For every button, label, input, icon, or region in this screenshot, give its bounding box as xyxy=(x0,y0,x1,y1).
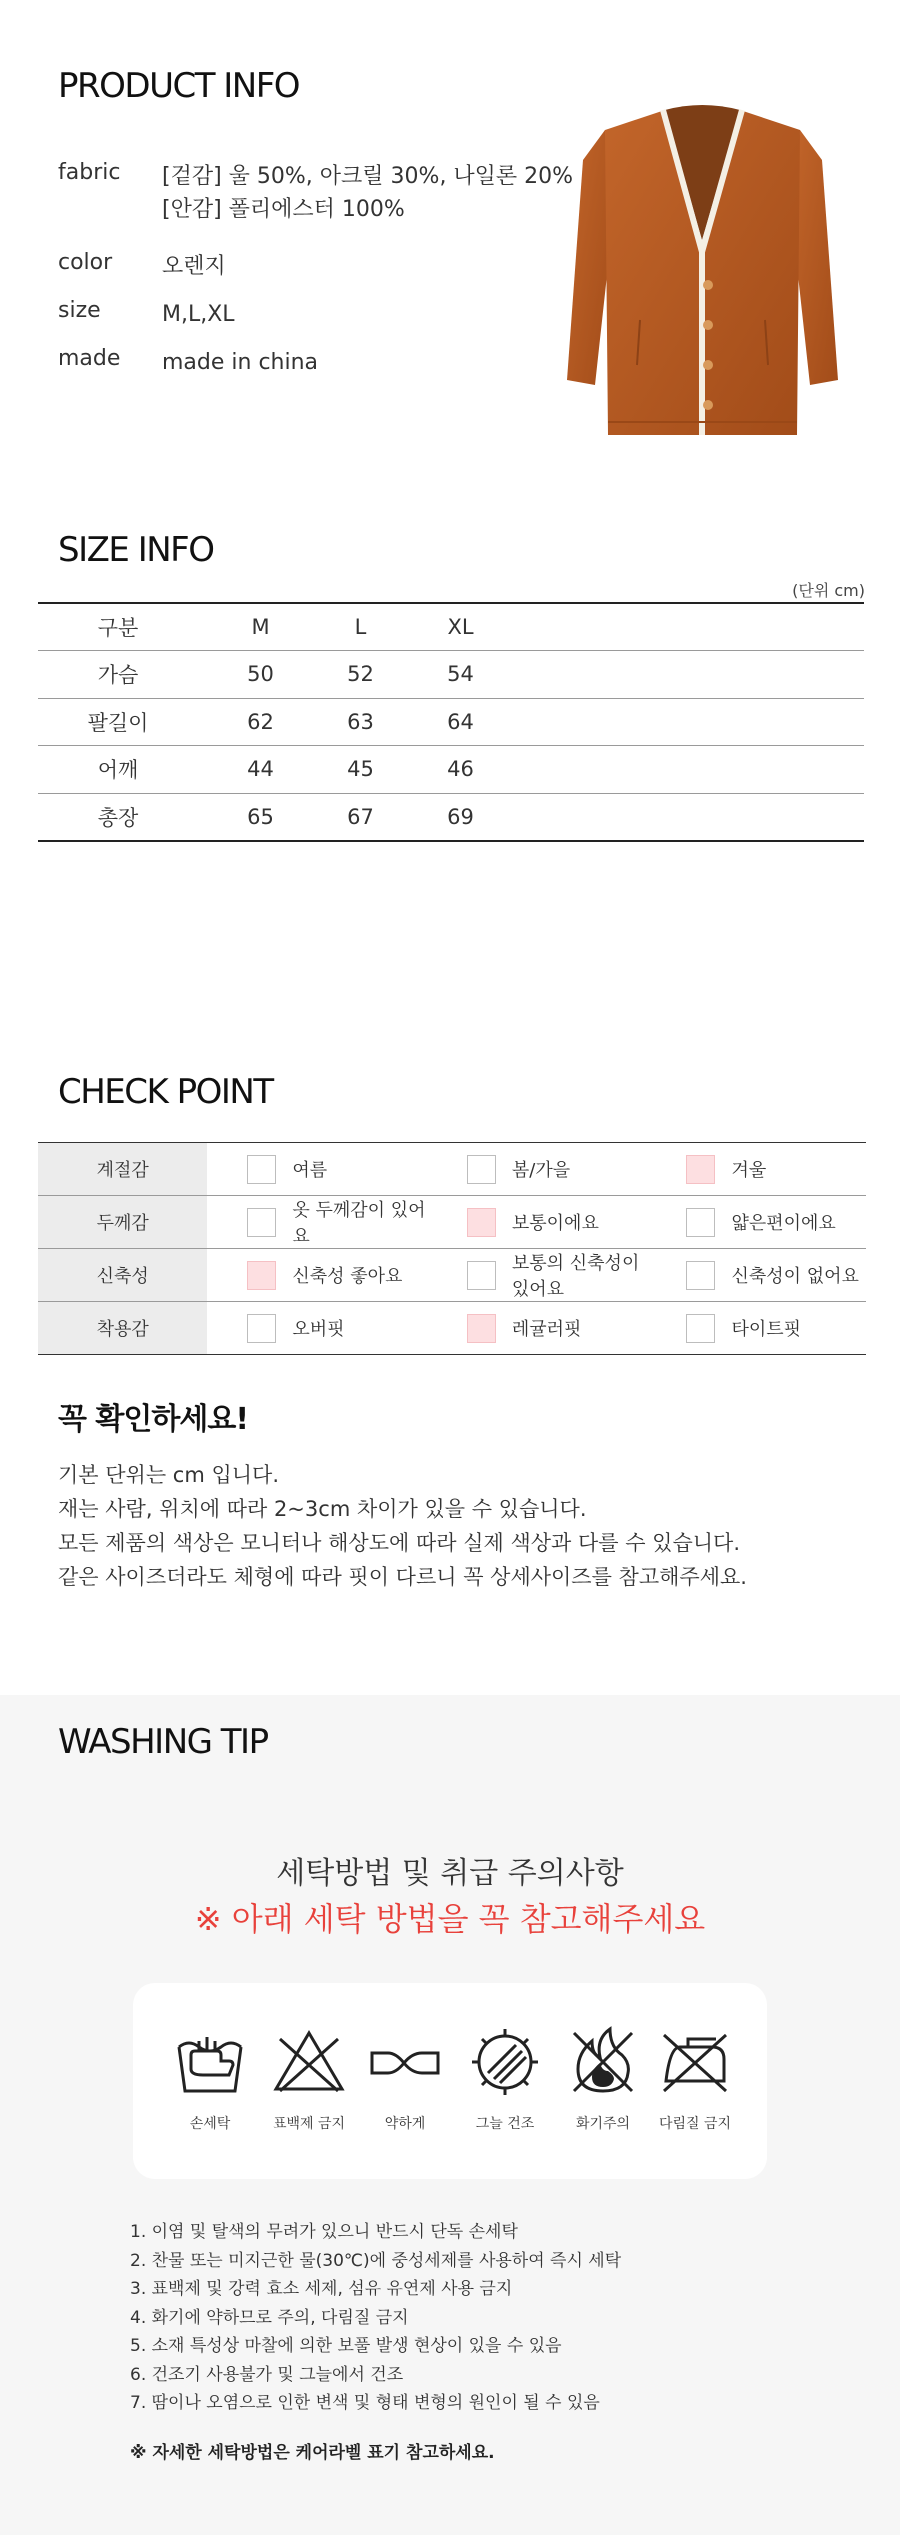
care-caption: 화기주의 xyxy=(575,2116,631,2132)
option-checkbox-checked xyxy=(467,1314,496,1343)
option-checkbox xyxy=(686,1208,715,1237)
check-point-title: CHECK POINT xyxy=(58,1072,273,1112)
size-header: L xyxy=(323,603,398,651)
option-label: 옷 두께감이 있어요 xyxy=(292,1200,426,1247)
fabric-value-lining: [안감] 폴리에스터 100% xyxy=(162,197,405,222)
size-cell: 46 xyxy=(398,746,523,794)
table-row xyxy=(38,698,864,746)
option-label: 오버핏 xyxy=(292,1319,345,1340)
check-row-thickness xyxy=(38,1196,866,1249)
size-cell: 54 xyxy=(398,651,523,699)
notice-list xyxy=(58,1458,747,1594)
size-label: size xyxy=(58,298,101,323)
no-bleach-icon xyxy=(272,2025,346,2099)
size-cell: 62 xyxy=(198,698,323,746)
option-label: 레귤러핏 xyxy=(511,1319,582,1340)
size-cell: 52 xyxy=(323,651,398,699)
size-value: M,L,XL xyxy=(162,302,235,327)
washing-tip: 4. 화기에 약하므로 주의, 다림질 금지 xyxy=(130,2307,409,2328)
washing-tip: 1. 이염 및 탈색의 무려가 있으니 반드시 단독 손세탁 xyxy=(130,2222,518,2242)
size-cell: 어깨 xyxy=(38,746,198,794)
check-row-label: 착용감 xyxy=(38,1302,207,1355)
option-checkbox-checked xyxy=(686,1155,715,1184)
check-row-fit xyxy=(38,1302,866,1355)
table-row xyxy=(38,746,864,794)
care-caption: 그늘 건조 xyxy=(475,2116,535,2132)
unit-note: (단위 cm) xyxy=(792,581,865,600)
notice-line: 같은 사이즈더라도 체형에 따라 핏이 다르니 꼭 상세사이즈를 참고해주세요. xyxy=(58,1565,747,1589)
care-item xyxy=(165,2025,255,2133)
care-item xyxy=(460,2025,550,2133)
washing-tips-list xyxy=(130,2218,621,2418)
size-header: 구분 xyxy=(38,603,198,651)
option-label: 겨울 xyxy=(731,1160,767,1181)
option-checkbox xyxy=(686,1261,715,1290)
washing-subtitle: 세탁방법 및 취급 주의사항 xyxy=(276,1856,624,1891)
color-label: color xyxy=(58,250,113,275)
check-row-stretch xyxy=(38,1249,866,1302)
option-checkbox xyxy=(247,1314,276,1343)
care-caption: 손세탁 xyxy=(189,2116,231,2132)
option-label: 신축성이 없어요 xyxy=(731,1266,859,1287)
option-label: 봄/가을 xyxy=(511,1160,571,1181)
care-item xyxy=(558,2025,648,2133)
size-cell: 총장 xyxy=(38,793,198,841)
fabric-label: fabric xyxy=(58,160,121,185)
size-cell: 69 xyxy=(398,793,523,841)
check-row-label: 신축성 xyxy=(38,1249,207,1302)
made-label: made xyxy=(58,346,121,371)
option-label: 타이트핏 xyxy=(731,1319,801,1340)
care-item xyxy=(360,2025,450,2133)
size-cell: 45 xyxy=(323,746,398,794)
size-info-title: SIZE INFO xyxy=(58,530,214,570)
washing-tip-title: WASHING TIP xyxy=(58,1722,268,1762)
care-caption: 표백제 금지 xyxy=(272,2116,346,2132)
notice-line: 기본 단위는 cm 입니다. xyxy=(58,1463,279,1487)
washing-tip: 6. 건조기 사용불가 및 그늘에서 건조 xyxy=(130,2364,404,2385)
check-point-table xyxy=(38,1142,866,1355)
care-item xyxy=(264,2025,354,2133)
option-label: 보통의 신축성이있어요 xyxy=(511,1253,640,1300)
washing-tip: 5. 소재 특성상 마찰에 의한 보풀 발생 현상이 있을 수 있음 xyxy=(130,2336,562,2356)
washing-tip: 3. 표백제 및 강력 효소 세제, 섬유 유연제 사용 금지 xyxy=(130,2279,513,2299)
size-cell: 팔길이 xyxy=(38,698,198,746)
washing-warning: ※ 아래 세탁 방법을 꼭 참고해주세요 xyxy=(194,1900,706,1938)
color-value: 오렌지 xyxy=(162,254,226,279)
fabric-value-outer: [겉감] 울 50%, 아크릴 30%, 나일론 20% xyxy=(162,164,574,189)
option-checkbox xyxy=(467,1155,496,1184)
size-header: XL xyxy=(398,603,523,651)
product-info-title: PRODUCT INFO xyxy=(58,66,300,106)
size-cell: 65 xyxy=(198,793,323,841)
washing-tip: 2. 찬물 또는 미지근한 물(30℃)에 중성세제를 사용하여 즉시 세탁 xyxy=(130,2250,622,2271)
check-row-season xyxy=(38,1143,866,1196)
size-cell: 63 xyxy=(323,698,398,746)
check-row-label: 계절감 xyxy=(38,1143,207,1196)
care-caption: 약하게 xyxy=(384,2116,426,2132)
notice-title: 꼭 확인하세요! xyxy=(58,1402,249,1437)
size-header-row xyxy=(38,603,864,651)
option-label: 여름 xyxy=(292,1160,328,1181)
option-checkbox xyxy=(247,1208,276,1237)
care-item xyxy=(650,2025,740,2133)
option-checkbox xyxy=(686,1314,715,1343)
washing-tip: 7. 땀이나 오염으로 인한 변색 및 형태 변형의 원인이 될 수 있음 xyxy=(130,2393,600,2413)
option-checkbox xyxy=(247,1155,276,1184)
option-checkbox-checked xyxy=(467,1208,496,1237)
cardigan-image xyxy=(565,100,840,440)
size-header: M xyxy=(198,603,323,651)
size-cell: 가슴 xyxy=(38,651,198,699)
notice-line: 모든 제품의 색상은 모니터나 해상도에 따라 실제 색상과 다를 수 있습니다. xyxy=(58,1531,741,1555)
gentle-wash-icon xyxy=(368,2025,442,2099)
size-cell: 67 xyxy=(323,793,398,841)
size-cell: 50 xyxy=(198,651,323,699)
flammable-icon xyxy=(566,2025,640,2099)
size-cell: 64 xyxy=(398,698,523,746)
no-iron-icon xyxy=(658,2025,732,2099)
care-label-note: ※ 자세한 세탁방법은 케어라벨 표기 참고하세요. xyxy=(130,2443,495,2463)
size-table xyxy=(38,602,864,842)
option-label: 신축성 좋아요 xyxy=(292,1266,403,1287)
option-checkbox-checked xyxy=(247,1261,276,1290)
notice-line: 재는 사람, 위치에 따라 2~3cm 차이가 있을 수 있습니다. xyxy=(58,1497,587,1521)
option-label: 얇은편이에요 xyxy=(731,1213,836,1234)
check-row-label: 두께감 xyxy=(38,1196,207,1249)
shade-dry-icon xyxy=(468,2025,542,2099)
option-checkbox xyxy=(467,1261,496,1290)
table-row xyxy=(38,793,864,841)
care-caption: 다림질 금지 xyxy=(658,2116,732,2132)
table-row xyxy=(38,651,864,699)
size-cell: 44 xyxy=(198,746,323,794)
made-value: made in china xyxy=(162,350,319,375)
option-label: 보통이에요 xyxy=(511,1213,599,1234)
hand-wash-icon xyxy=(173,2025,247,2099)
